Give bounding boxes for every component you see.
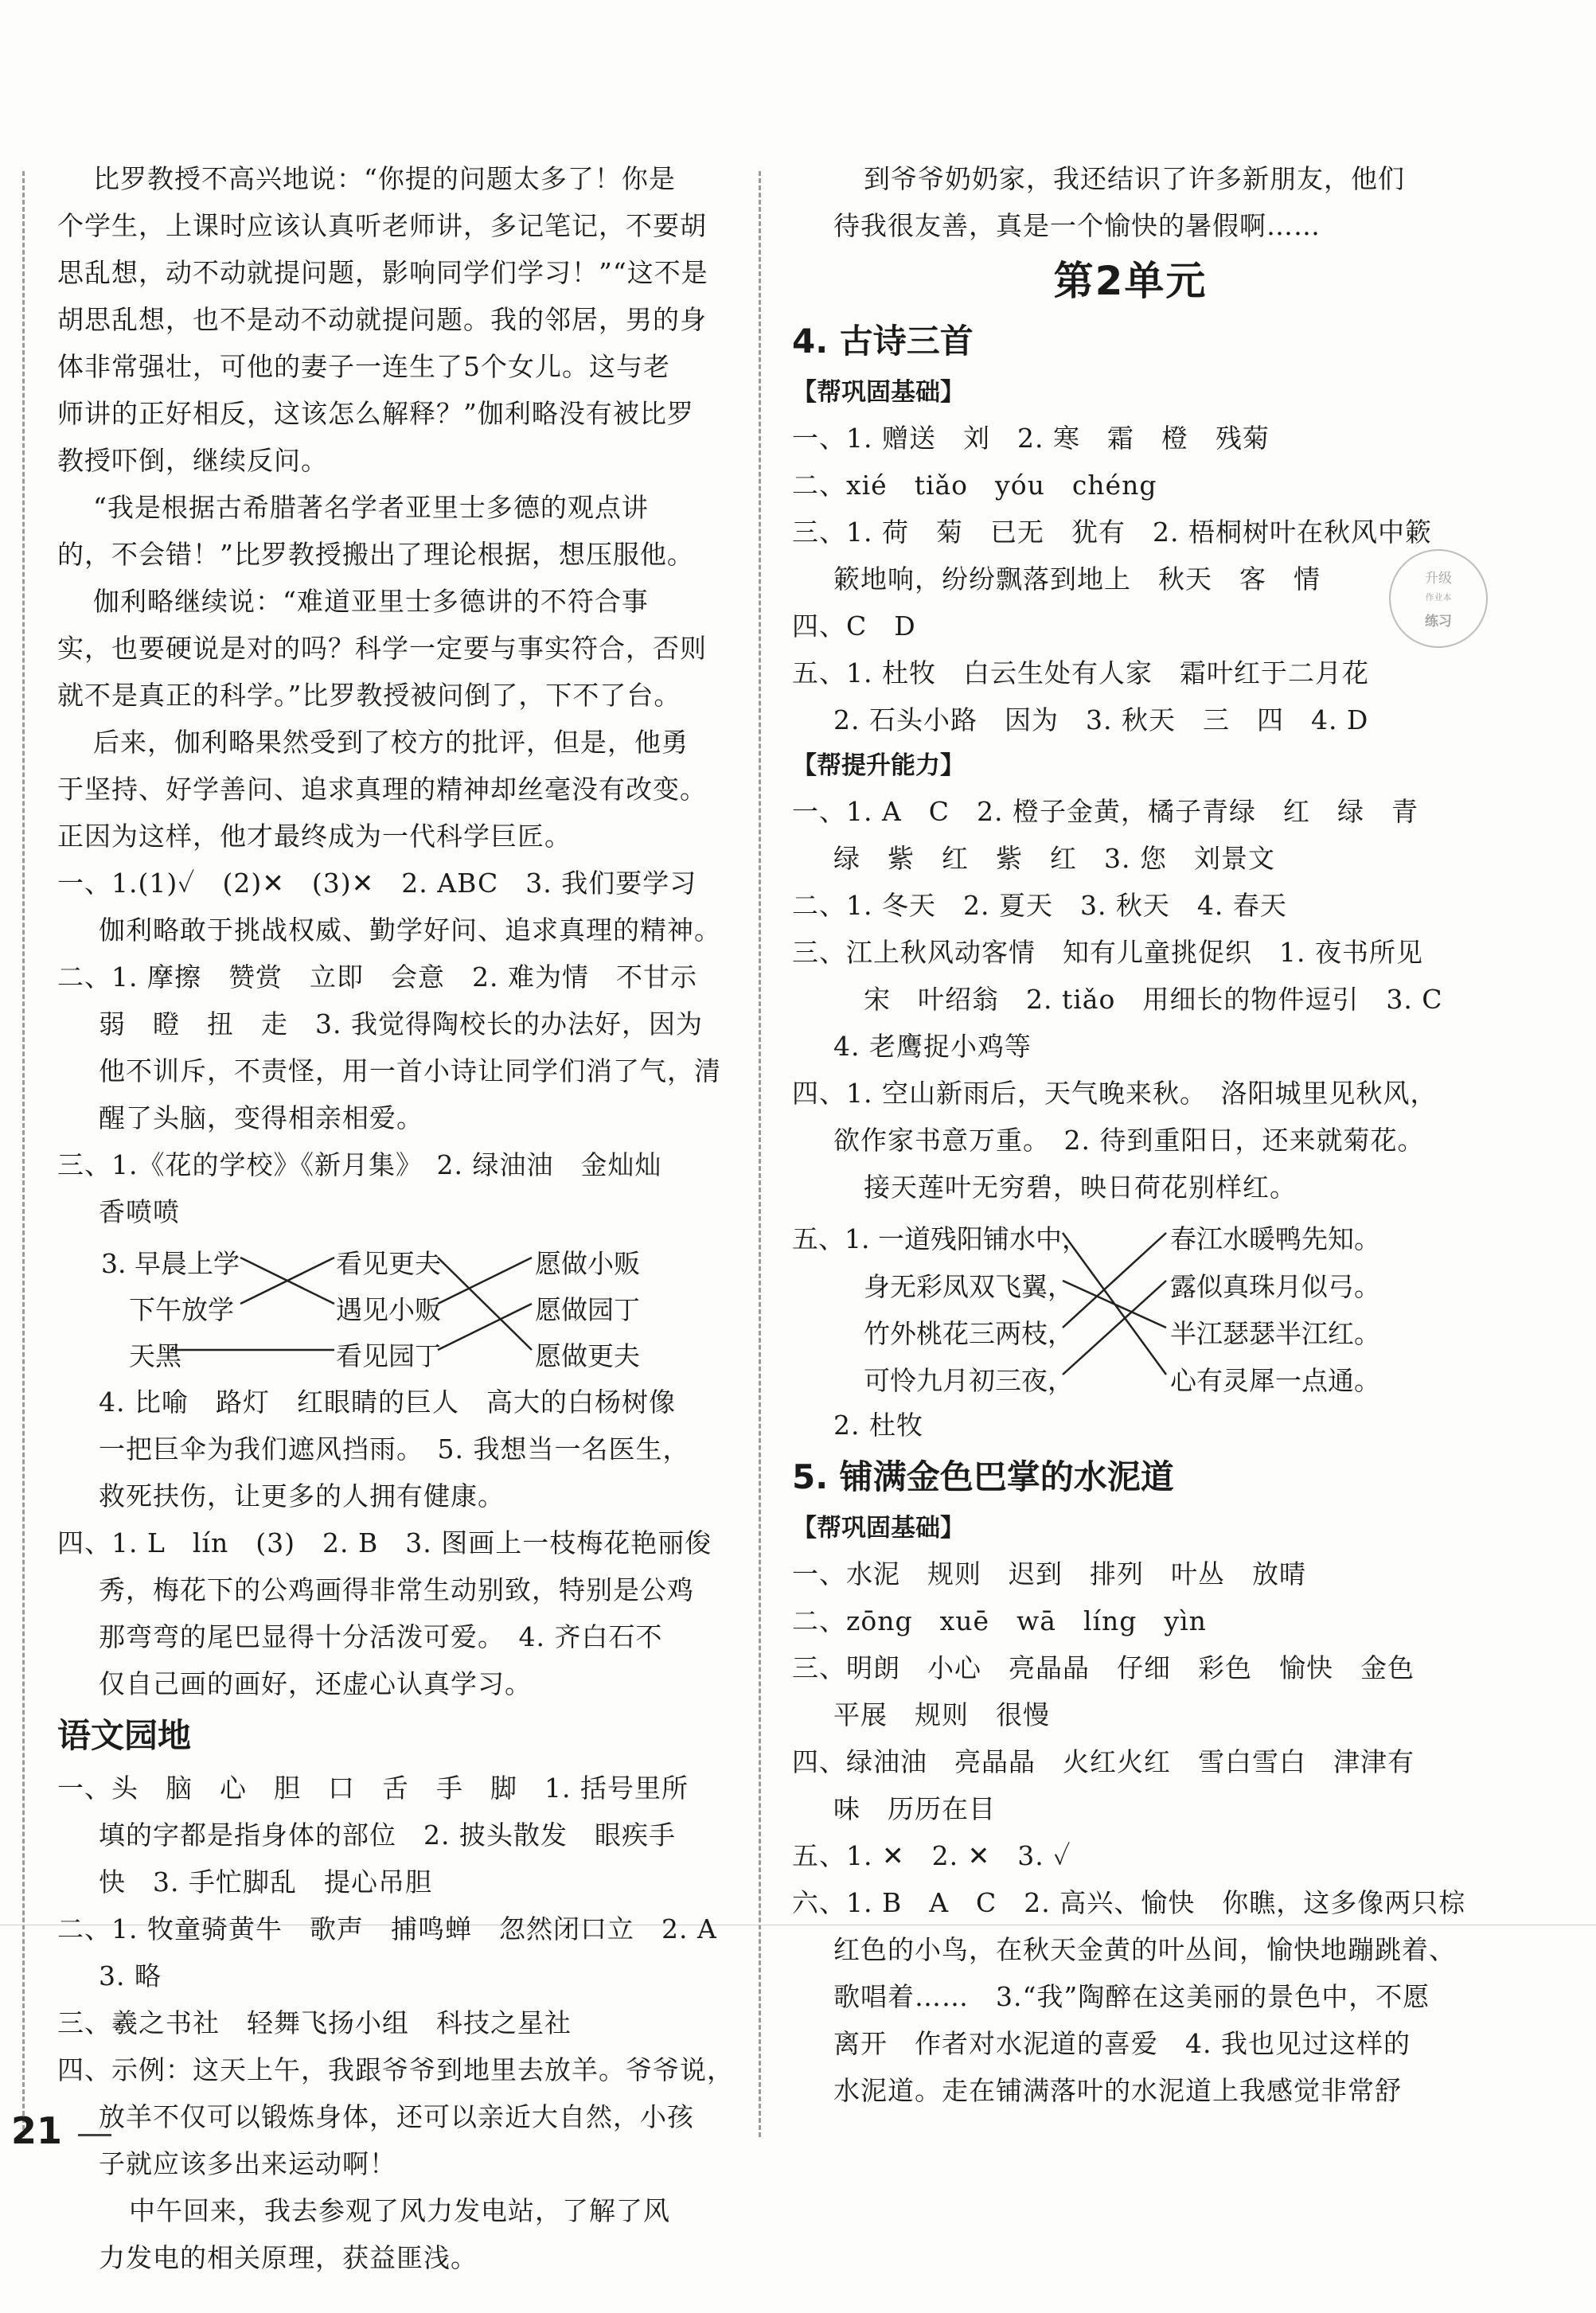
answer-line: 填的字都是指身体的部位 2. 披头散发 眼疾手 <box>99 1820 676 1851</box>
answer-line: 五、1. ✕ 2. ✕ 3. ✓ <box>792 1840 1071 1871</box>
answer-line: 香喷喷 <box>99 1196 180 1227</box>
answer-line: 二、zōng xuē wā líng yìn <box>792 1605 1207 1636</box>
left-column <box>57 155 734 2281</box>
match-item: 愿做园丁 <box>535 1294 640 1325</box>
left-divider <box>22 171 25 2137</box>
answer-line: 水泥道。走在铺满落叶的水泥道上我感觉非常舒 <box>833 2075 1402 2106</box>
match-item: 春江水暖鸭先知。 <box>1170 1223 1380 1254</box>
lesson5-answers <box>792 1550 1469 2114</box>
answer-line: 秀，梅花下的公鸡画得非常生动别致，特别是公鸡 <box>99 1574 694 1605</box>
answer-line: 宋 叶绍翁 2. tiǎo 用细长的物件逗引 3. C <box>864 984 1443 1015</box>
answer-line: 一把巨伞为我们遮风挡雨。 5. 我想当一名医生， <box>99 1433 690 1465</box>
answer-line: 二、1. 冬天 2. 夏天 3. 秋天 4. 春天 <box>792 890 1287 921</box>
answer-line: 3. 略 <box>99 1960 162 1991</box>
garden-answers <box>57 1765 734 2281</box>
matching-exercise-left <box>57 1235 730 1379</box>
answer-line: 四、1. L lín (3) 2. B 3. 图画上一枝梅花艳丽俊 <box>57 1527 712 1558</box>
match-line <box>438 1258 532 1350</box>
answer-line: 放羊不仅可以锻炼身体，还可以亲近大自然，小孩 <box>99 2101 694 2132</box>
match-item: 天黑 <box>129 1340 181 1371</box>
match-line <box>1063 1281 1166 1375</box>
story-line: “我是根据古希腊著名学者亚里士多德的观点讲 <box>93 492 649 523</box>
answer-line: 四、示例：这天上午，我跟爷爷到地里去放羊。爷爷说， <box>57 2054 734 2085</box>
story-line: 实，也要硬说是对的吗？科学一定要与事实符合，否则 <box>57 633 707 664</box>
answer-line: 二、1. 牧童骑黄牛 歌声 捕鸣蝉 忽然闭口立 2. A <box>57 1913 717 1944</box>
answer-line: 那弯弯的尾巴显得十分活泼可爱。 4. 齐白石不 <box>99 1621 663 1652</box>
match-line <box>438 1258 532 1304</box>
answer-line: 一、水泥 规则 迟到 排列 叶丛 放晴 <box>792 1558 1306 1589</box>
lesson-title: 5. 铺满金色巴掌的水泥道 <box>792 1457 1174 1496</box>
section-title: 语文园地 <box>57 1716 192 1755</box>
answer-line: 中午回来，我去参观了风力发电站，了解了风 <box>129 2195 670 2226</box>
match-item: 五、1. 一道残阳铺水中， <box>792 1223 1088 1254</box>
story-line: 思乱想，动不动就提问题，影响同学们学习！”“这不是 <box>57 257 708 288</box>
match-item: 愿做小贩 <box>535 1248 640 1279</box>
match-item: 遇见小贩 <box>336 1294 441 1325</box>
answer-line: 三、羲之书社 轻舞飞扬小组 科技之星社 <box>57 2007 572 2038</box>
answer-line: 味 历历在目 <box>833 1793 996 1824</box>
answer-line: 弱 瞪 扭 走 3. 我觉得陶校长的办法好，因为 <box>99 1008 703 1039</box>
answer-line: 仅自己画的画好，还虚心认真学习。 <box>99 1668 532 1699</box>
answer-line: 六、1. B A C 2. 高兴、愉快 你瞧，这多像两只棕 <box>792 1887 1466 1918</box>
answer-line: 三、江上秋风动客情 知有儿童挑促织 1. 夜书所见 <box>792 937 1423 968</box>
match-item: 看见更夫 <box>336 1248 441 1279</box>
story-line: 伽利略继续说：“难道亚里士多德讲的不符合事 <box>93 586 649 617</box>
match-item: 心有灵犀一点通。 <box>1170 1365 1380 1396</box>
answer-line: 接天莲叶无穷碧，映日荷花别样红。 <box>864 1172 1297 1203</box>
answer-line: 一、头 脑 心 胆 口 舌 手 脚 1. 括号里所 <box>57 1773 689 1804</box>
lesson-title: 4. 古诗三首 <box>792 322 974 361</box>
story-line: 教授吓倒，继续反问。 <box>57 445 328 476</box>
answer-line: 簌地响，纷纷飘落到地上 秋天 客 情 <box>833 564 1321 595</box>
match-item: 身无彩凤双飞翼， <box>864 1271 1074 1302</box>
answer-line: 一、1.(1)✓ (2)✕ (3)✕ 2. ABC 3. 我们要学习 <box>57 868 697 899</box>
intro-line: 待我很友善，真是一个愉快的暑假啊…… <box>833 210 1321 241</box>
answer-line: 一、1. 赠送 刘 2. 寒 霜 橙 残菊 <box>792 423 1270 454</box>
story-line: 后来，伽利略果然受到了校方的批评，但是，他勇 <box>93 727 689 758</box>
story-text <box>57 155 730 860</box>
story-line: 正因为这样，他才最终成为一代科学巨匠。 <box>57 821 572 852</box>
answer-line: 离开 作者对水泥道的喜爱 4. 我也见过这样的 <box>833 2028 1411 2059</box>
match-item: 下午放学 <box>129 1294 234 1325</box>
match-item: 看见园丁 <box>336 1340 441 1371</box>
stamp-text: 升级 <box>1425 571 1452 587</box>
match-item: 3. 早晨上学 <box>101 1248 240 1279</box>
answer-line: 平展 规则 很慢 <box>833 1699 1050 1730</box>
answer-line: 二、1. 摩擦 赞赏 立即 会意 2. 难为情 不甘示 <box>57 961 697 993</box>
page-number: 21 <box>11 2109 63 2152</box>
answer-line: 4. 老鹰捉小鸡等 <box>833 1031 1032 1062</box>
story-line: 于坚持、好学善问、追求真理的精神却丝毫没有改变。 <box>57 774 707 805</box>
answer-line: 四、1. 空山新雨后，天气晚来秋。 洛阳城里见秋风， <box>792 1078 1438 1109</box>
lesson4-basic-answers <box>792 415 1469 743</box>
story-line: 体非常强壮，可他的妻子一连生了5个女儿。这与老 <box>57 351 670 382</box>
answer-line: 四、绿油油 亮晶晶 火红火红 雪白雪白 津津有 <box>792 1746 1415 1777</box>
watermark-stamp <box>1389 549 1488 648</box>
story-line: 比罗教授不高兴地说：“你提的问题太多了！你是 <box>93 163 676 194</box>
match-line <box>438 1304 532 1350</box>
answers-block-b <box>57 1379 730 1707</box>
match-item: 竹外桃花三两枝， <box>864 1318 1074 1349</box>
answer-line: 子就应该多出来运动啊！ <box>99 2148 396 2179</box>
answer-line: 四、C D <box>792 610 916 642</box>
answer-line: 三、1. 荷 菊 已无 犹有 2. 梧桐树叶在秋风中簌 <box>792 517 1432 548</box>
answer-line: 2. 石头小路 因为 3. 秋天 三 四 4. D <box>833 704 1369 735</box>
answer-line: 欲作家书意万重。 2. 待到重阳日，还来就菊花。 <box>833 1125 1425 1156</box>
intro-line: 到爷爷奶奶家，我还结识了许多新朋友，他们 <box>864 163 1405 194</box>
bracket-heading: 【帮提升能力】 <box>792 751 965 780</box>
answer-line: 三、1.《花的学校》《新月集》 2. 绿油油 金灿灿 <box>57 1149 662 1180</box>
answer-line: 2. 杜牧 <box>833 1410 923 1441</box>
stamp-text: 练习 <box>1425 614 1452 630</box>
answer-line: 三、明朗 小心 亮晶晶 仔细 彩色 愉快 金色 <box>792 1652 1415 1683</box>
match-item: 愿做更夫 <box>535 1340 640 1371</box>
bracket-heading: 【帮巩固基础】 <box>792 1514 965 1543</box>
answers-block-a <box>57 860 730 1235</box>
answer-line: 二、xié tiǎo yóu chéng <box>792 470 1157 501</box>
answer-line: 歌唱着…… 3.“我”陶醉在这美丽的景色中，不愿 <box>833 1981 1430 2012</box>
answer-line: 快 3. 手忙脚乱 提心吊胆 <box>99 1866 432 1898</box>
story-line: 胡思乱想，也不是动不动就提问题。我的邻居，男的身 <box>57 304 707 335</box>
stamp-text: 作业本 <box>1425 592 1452 603</box>
answer-line: 力发电的相关原理，获益匪浅。 <box>99 2242 478 2273</box>
answer-line: 伽利略敢于挑战权威、勤学好问、追求真理的精神。 <box>99 915 721 946</box>
answer-line: 红色的小鸟，在秋天金黄的叶丛间，愉快地蹦跳着、 <box>833 1934 1456 1965</box>
story-line: 就不是真正的科学。”比罗教授被问倒了，下不了台。 <box>57 680 681 711</box>
answer-line: 五、1. 杜牧 白云生处有人家 霜叶红于二月花 <box>792 657 1369 688</box>
match-line <box>1063 1281 1166 1328</box>
center-divider <box>759 171 761 2137</box>
unit-title: 第2单元 <box>1053 258 1208 304</box>
story-line: 个学生，上课时应该认真听老师讲，多记笔记，不要胡 <box>57 210 707 241</box>
right-column <box>792 155 1469 2114</box>
bracket-heading: 【帮巩固基础】 <box>792 378 965 407</box>
answer-line: 他不训斥，不责怪，用一首小诗让同学们消了气，清 <box>99 1055 721 1086</box>
story-line: 的，不会错！”比罗教授搬出了理论根据，想压服他。 <box>57 539 694 570</box>
match-item: 露似真珠月似弓。 <box>1170 1271 1380 1302</box>
matching-exercise-right <box>792 1211 1469 1402</box>
match-item: 可怜九月初三夜， <box>864 1365 1074 1396</box>
story-line: 师讲的正好相反，这该怎么解释？”伽利略没有被比罗 <box>57 398 694 429</box>
answer-line: 一、1. A C 2. 橙子金黄，橘子青绿 红 绿 青 <box>792 796 1419 827</box>
match-item: 半江瑟瑟半江红。 <box>1170 1318 1380 1349</box>
lesson4-improve-answers <box>792 788 1469 1211</box>
page-number-rule <box>78 2134 111 2136</box>
answer-line: 救死扶伤，让更多的人拥有健康。 <box>99 1480 505 1511</box>
answer-line: 4. 比喻 路灯 红眼睛的巨人 高大的白杨树像 <box>99 1387 676 1418</box>
answer-line: 醒了头脑，变得相亲相爱。 <box>99 1102 423 1133</box>
answer-line: 绿 紫 红 紫 红 3. 您 刘景文 <box>833 843 1275 874</box>
